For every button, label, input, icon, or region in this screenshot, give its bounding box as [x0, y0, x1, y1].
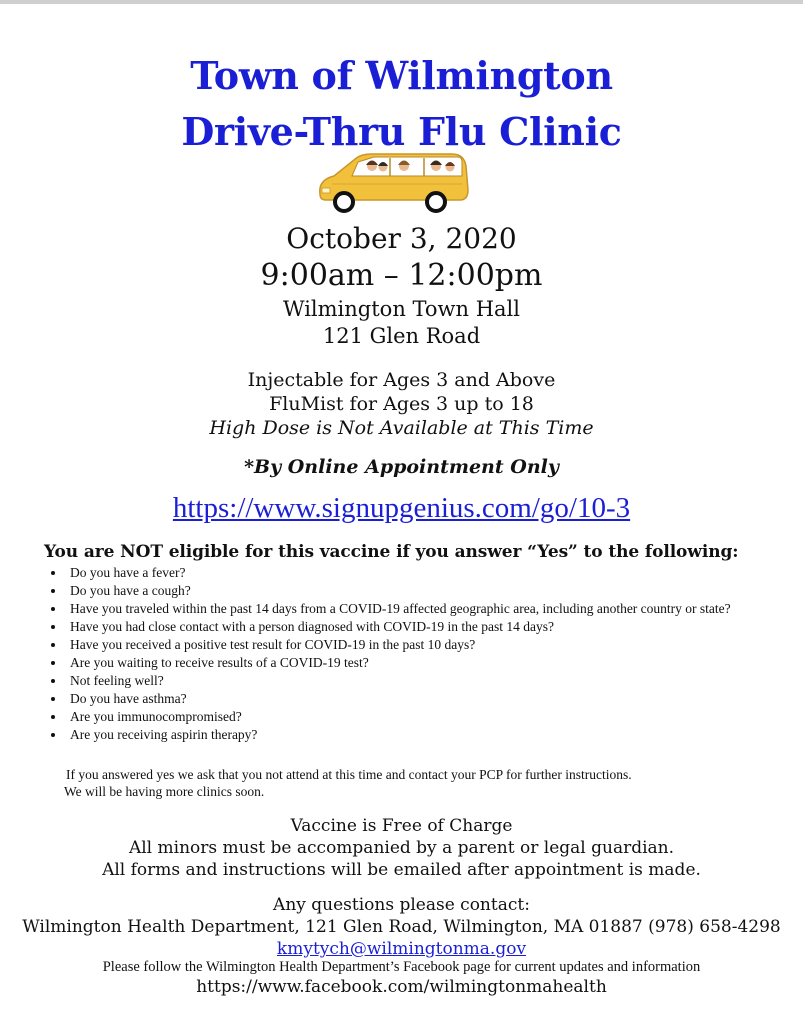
health-department-contact: Wilmington Health Department, 121 Glen Road, Wilmington, MA 01887 (978) 658-4298	[22, 917, 781, 937]
instructions-line-2: We will be having more clinics soon.	[64, 784, 265, 799]
flumist-info: FluMist for Ages 3 up to 18	[269, 393, 534, 415]
facebook-follow-note: Please follow the Wilmington Health Department’s Facebook page for current updates and information	[102, 959, 701, 975]
free-of-charge: Vaccine is Free of Charge	[290, 816, 513, 836]
email-link[interactable]: kmytych@wilmingtonma.gov	[276, 939, 527, 959]
top-border	[0, 0, 803, 4]
event-date: October 3, 2020	[286, 222, 517, 255]
minors-note: All minors must be accompanied by a parent or legal guardian.	[128, 838, 675, 858]
title-line-1: Town of Wilmington	[190, 53, 613, 98]
minivan-icon	[312, 150, 472, 218]
injectable-info: Injectable for Ages 3 and Above	[247, 369, 556, 391]
list-item: Are you waiting to receive results of a COVID-19 test?	[50, 654, 762, 672]
list-item: Do you have a cough?	[50, 582, 762, 600]
eligibility-question-list	[50, 564, 762, 744]
list-item: Are you receiving aspirin therapy?	[50, 726, 762, 744]
event-time: 9:00am – 12:00pm	[260, 258, 543, 293]
appointment-note: *By Online Appointment Only	[244, 456, 559, 478]
title-line-2: Drive-Thru Flu Clinic	[181, 109, 622, 154]
list-item: Have you received a positive test result for COVID-19 in the past 10 days?	[50, 636, 762, 654]
event-address: 121 Glen Road	[322, 324, 481, 348]
forms-note: All forms and instructions will be emailed after appointment is made.	[102, 860, 701, 880]
list-item: Have you had close contact with a person diagnosed with COVID-19 in the past 14 days?	[50, 618, 762, 636]
list-item: Do you have a fever?	[50, 564, 762, 582]
signup-link[interactable]: https://www.signupgenius.com/go/10-3	[172, 492, 631, 524]
instructions-line-1: If you answered yes we ask that you not attend at this time and contact your PCP for further instructions.	[66, 767, 632, 782]
list-item: Not feeling well?	[50, 672, 762, 690]
eligibility-heading: You are NOT eligible for this vaccine if you answer “Yes” to the following:	[44, 542, 739, 562]
facebook-url[interactable]: https://www.facebook.com/wilmingtonmahealth	[196, 977, 607, 997]
contact-heading: Any questions please contact:	[273, 895, 530, 915]
high-dose-info: High Dose is Not Available at This Time	[209, 417, 594, 439]
list-item: Do you have asthma?	[50, 690, 762, 708]
list-item: Are you immunocompromised?	[50, 708, 762, 726]
event-location: Wilmington Town Hall	[283, 297, 520, 321]
list-item: Have you traveled within the past 14 days from a COVID-19 affected geographic area, including another country or state?	[50, 600, 762, 618]
